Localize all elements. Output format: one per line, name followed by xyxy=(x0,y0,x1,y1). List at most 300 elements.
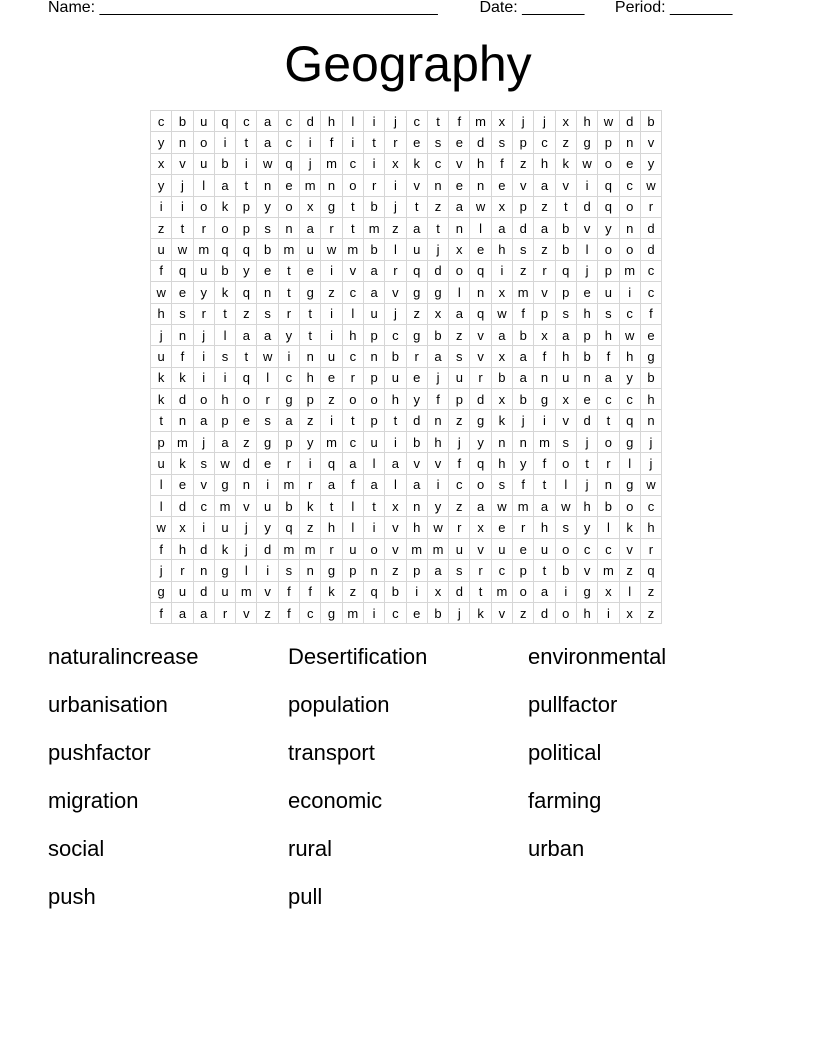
grid-cell: r xyxy=(640,538,661,559)
grid-cell: l xyxy=(598,517,619,538)
grid-cell: i xyxy=(257,560,278,581)
grid-cell: u xyxy=(172,581,193,602)
grid-cell: v xyxy=(555,175,576,196)
grid-cell: d xyxy=(172,496,193,517)
grid-cell: n xyxy=(278,217,299,238)
grid-cell: i xyxy=(321,303,342,324)
grid-cell: b xyxy=(555,239,576,260)
grid-cell: a xyxy=(236,324,257,345)
grid-cell: r xyxy=(513,517,534,538)
grid-cell: d xyxy=(172,389,193,410)
grid-cell: z xyxy=(513,153,534,174)
grid-cell: u xyxy=(193,111,214,132)
grid-cell: h xyxy=(321,517,342,538)
grid-cell: j xyxy=(449,602,470,623)
word-list-item: push xyxy=(48,884,96,909)
grid-cell: p xyxy=(363,367,384,388)
grid-cell: o xyxy=(193,132,214,153)
grid-cell: l xyxy=(257,367,278,388)
grid-cell: j xyxy=(385,303,406,324)
grid-cell: i xyxy=(193,517,214,538)
grid-cell: d xyxy=(406,410,427,431)
grid-cell: a xyxy=(342,453,363,474)
grid-cell: v xyxy=(385,538,406,559)
grid-cell: r xyxy=(172,560,193,581)
grid-cell: a xyxy=(555,324,576,345)
grid-cell: w xyxy=(640,474,661,495)
grid-cell: d xyxy=(576,410,597,431)
grid-cell: a xyxy=(534,217,555,238)
grid-cell: x xyxy=(385,496,406,517)
grid-cell: o xyxy=(555,602,576,623)
grid-cell: w xyxy=(321,239,342,260)
grid-row xyxy=(151,196,662,217)
grid-cell: z xyxy=(619,560,640,581)
grid-cell: b xyxy=(513,324,534,345)
grid-cell: u xyxy=(151,346,172,367)
grid-cell: p xyxy=(363,410,384,431)
grid-row xyxy=(151,239,662,260)
grid-cell: q xyxy=(236,282,257,303)
grid-cell: e xyxy=(300,260,321,281)
grid-cell: e xyxy=(449,175,470,196)
grid-cell: j xyxy=(236,517,257,538)
grid-cell: w xyxy=(427,517,448,538)
grid-cell: r xyxy=(640,196,661,217)
grid-cell: n xyxy=(406,496,427,517)
grid-cell: z xyxy=(406,303,427,324)
grid-row xyxy=(151,474,662,495)
grid-cell: r xyxy=(278,453,299,474)
grid-cell: i xyxy=(214,367,235,388)
grid-cell: w xyxy=(576,153,597,174)
grid-cell: k xyxy=(321,581,342,602)
grid-cell: r xyxy=(321,538,342,559)
grid-cell: s xyxy=(555,303,576,324)
grid-cell: v xyxy=(576,217,597,238)
grid-cell: f xyxy=(513,474,534,495)
grid-cell: t xyxy=(300,303,321,324)
grid-cell: v xyxy=(406,175,427,196)
grid-cell: y xyxy=(236,260,257,281)
grid-cell: c xyxy=(342,431,363,452)
grid-cell: n xyxy=(449,217,470,238)
grid-cell: y xyxy=(427,496,448,517)
grid-cell: u xyxy=(151,239,172,260)
grid-cell: s xyxy=(555,431,576,452)
grid-cell: r xyxy=(193,217,214,238)
grid-row xyxy=(151,581,662,602)
grid-cell: t xyxy=(534,474,555,495)
grid-cell: k xyxy=(555,153,576,174)
grid-cell: u xyxy=(449,538,470,559)
grid-cell: v xyxy=(385,517,406,538)
grid-cell: l xyxy=(193,175,214,196)
grid-cell: v xyxy=(619,538,640,559)
grid-cell: m xyxy=(342,602,363,623)
grid-cell: w xyxy=(257,153,278,174)
grid-row xyxy=(151,602,662,623)
grid-cell: r xyxy=(406,346,427,367)
grid-cell: n xyxy=(534,367,555,388)
grid-cell: u xyxy=(300,239,321,260)
grid-cell: x xyxy=(491,389,512,410)
grid-row xyxy=(151,453,662,474)
grid-cell: n xyxy=(619,132,640,153)
grid-cell: n xyxy=(640,410,661,431)
grid-cell: o xyxy=(470,474,491,495)
grid-cell: f xyxy=(598,346,619,367)
grid-cell: e xyxy=(619,153,640,174)
grid-cell: a xyxy=(300,217,321,238)
grid-cell: o xyxy=(214,217,235,238)
grid-cell: f xyxy=(278,581,299,602)
grid-cell: r xyxy=(385,260,406,281)
grid-cell: o xyxy=(598,239,619,260)
grid-cell: a xyxy=(534,175,555,196)
grid-cell: s xyxy=(513,239,534,260)
grid-cell: p xyxy=(534,303,555,324)
grid-cell: z xyxy=(342,581,363,602)
grid-cell: g xyxy=(576,132,597,153)
grid-cell: i xyxy=(151,196,172,217)
grid-cell: o xyxy=(363,389,384,410)
grid-cell: p xyxy=(555,282,576,303)
grid-cell: g xyxy=(300,282,321,303)
word-list-item: farming xyxy=(528,788,602,813)
grid-cell: h xyxy=(555,346,576,367)
grid-cell: p xyxy=(214,410,235,431)
grid-cell: a xyxy=(321,474,342,495)
grid-cell: w xyxy=(214,453,235,474)
grid-cell: m xyxy=(406,538,427,559)
grid-cell: z xyxy=(300,517,321,538)
grid-cell: d xyxy=(640,217,661,238)
grid-cell: c xyxy=(193,496,214,517)
grid-cell: m xyxy=(300,175,321,196)
grid-cell: u xyxy=(193,153,214,174)
grid-cell: l xyxy=(151,474,172,495)
grid-cell: c xyxy=(278,367,299,388)
name-field-label: Name: ______________________________________ xyxy=(48,0,438,16)
grid-cell: z xyxy=(321,389,342,410)
grid-cell: n xyxy=(236,474,257,495)
grid-cell: u xyxy=(449,367,470,388)
grid-cell: j xyxy=(193,324,214,345)
grid-cell: b xyxy=(427,602,448,623)
grid-cell: n xyxy=(300,346,321,367)
grid-cell: c xyxy=(640,260,661,281)
grid-cell: t xyxy=(342,410,363,431)
grid-cell: x xyxy=(491,282,512,303)
grid-cell: b xyxy=(385,346,406,367)
grid-cell: f xyxy=(427,389,448,410)
grid-cell: o xyxy=(555,453,576,474)
grid-cell: q xyxy=(214,111,235,132)
grid-cell: h xyxy=(491,453,512,474)
grid-cell: n xyxy=(363,346,384,367)
grid-cell: n xyxy=(172,132,193,153)
grid-cell: m xyxy=(513,282,534,303)
grid-cell: g xyxy=(278,389,299,410)
grid-cell: w xyxy=(598,111,619,132)
grid-cell: e xyxy=(491,517,512,538)
grid-cell: q xyxy=(470,260,491,281)
grid-cell: a xyxy=(534,496,555,517)
grid-cell: i xyxy=(193,367,214,388)
grid-cell: e xyxy=(406,367,427,388)
grid-cell: l xyxy=(385,239,406,260)
grid-cell: v xyxy=(427,453,448,474)
grid-cell: d xyxy=(470,132,491,153)
grid-cell: s xyxy=(491,132,512,153)
grid-cell: g xyxy=(406,324,427,345)
grid-cell: z xyxy=(385,560,406,581)
grid-cell: j xyxy=(576,474,597,495)
grid-cell: t xyxy=(236,132,257,153)
grid-cell: a xyxy=(513,367,534,388)
grid-cell: y xyxy=(598,217,619,238)
grid-cell: o xyxy=(449,260,470,281)
grid-cell: a xyxy=(363,474,384,495)
grid-cell: l xyxy=(449,282,470,303)
grid-cell: c xyxy=(342,153,363,174)
word-list-item: rural xyxy=(288,836,333,861)
grid-cell: l xyxy=(470,217,491,238)
grid-cell: t xyxy=(236,346,257,367)
grid-cell: h xyxy=(321,111,342,132)
grid-cell: x xyxy=(385,153,406,174)
grid-cell: m xyxy=(172,431,193,452)
grid-cell: c xyxy=(619,389,640,410)
grid-cell: b xyxy=(172,111,193,132)
grid-cell: c xyxy=(236,111,257,132)
grid-cell: q xyxy=(363,581,384,602)
grid-cell: y xyxy=(151,175,172,196)
word-list-item: naturalincrease xyxy=(48,644,199,669)
grid-cell: p xyxy=(513,196,534,217)
grid-cell: f xyxy=(534,346,555,367)
grid-cell: k xyxy=(406,153,427,174)
grid-cell: p xyxy=(513,132,534,153)
grid-cell: z xyxy=(449,324,470,345)
grid-cell: u xyxy=(151,453,172,474)
grid-cell: f xyxy=(449,453,470,474)
grid-cell: l xyxy=(342,517,363,538)
grid-cell: e xyxy=(576,389,597,410)
grid-cell: z xyxy=(555,132,576,153)
grid-cell: x xyxy=(427,581,448,602)
grid-cell: q xyxy=(406,260,427,281)
grid-cell: g xyxy=(534,389,555,410)
grid-cell: a xyxy=(598,367,619,388)
grid-cell: m xyxy=(598,560,619,581)
grid-cell: a xyxy=(172,602,193,623)
grid-cell: y xyxy=(576,517,597,538)
grid-cell: o xyxy=(598,153,619,174)
grid-row xyxy=(151,410,662,431)
grid-cell: h xyxy=(640,389,661,410)
grid-cell: r xyxy=(214,602,235,623)
grid-cell: a xyxy=(470,496,491,517)
grid-cell: b xyxy=(513,389,534,410)
grid-cell: g xyxy=(321,602,342,623)
grid-cell: l xyxy=(342,496,363,517)
grid-cell: f xyxy=(640,303,661,324)
grid-cell: c xyxy=(385,602,406,623)
grid-cell: a xyxy=(363,260,384,281)
grid-cell: y xyxy=(300,431,321,452)
grid-cell: g xyxy=(214,474,235,495)
grid-cell: h xyxy=(342,324,363,345)
grid-cell: o xyxy=(619,239,640,260)
grid-cell: b xyxy=(640,367,661,388)
grid-cell: x xyxy=(491,346,512,367)
grid-cell: g xyxy=(257,431,278,452)
grid-cell: l xyxy=(619,581,640,602)
grid-cell: j xyxy=(576,260,597,281)
grid-cell: p xyxy=(406,560,427,581)
grid-cell: t xyxy=(406,196,427,217)
grid-cell: j xyxy=(385,196,406,217)
grid-cell: i xyxy=(427,474,448,495)
grid-cell: l xyxy=(151,496,172,517)
grid-cell: x xyxy=(555,111,576,132)
grid-cell: a xyxy=(449,196,470,217)
grid-cell: y xyxy=(640,153,661,174)
grid-cell: x xyxy=(619,602,640,623)
grid-cell: f xyxy=(151,602,172,623)
grid-cell: b xyxy=(214,153,235,174)
grid-cell: t xyxy=(363,132,384,153)
grid-cell: k xyxy=(214,196,235,217)
grid-cell: m xyxy=(534,431,555,452)
grid-cell: t xyxy=(300,324,321,345)
grid-row xyxy=(151,538,662,559)
grid-cell: v xyxy=(534,282,555,303)
grid-cell: v xyxy=(449,153,470,174)
grid-cell: z xyxy=(640,602,661,623)
grid-cell: b xyxy=(576,346,597,367)
grid-cell: n xyxy=(470,282,491,303)
grid-cell: i xyxy=(363,602,384,623)
grid-cell: j xyxy=(427,367,448,388)
grid-cell: o xyxy=(619,496,640,517)
grid-cell: q xyxy=(640,560,661,581)
grid-cell: a xyxy=(491,324,512,345)
grid-cell: t xyxy=(555,196,576,217)
grid-cell: b xyxy=(363,239,384,260)
grid-cell: o xyxy=(555,538,576,559)
grid-cell: v xyxy=(576,560,597,581)
grid-cell: x xyxy=(172,517,193,538)
word-list-item: pullfactor xyxy=(528,692,618,717)
grid-cell: x xyxy=(151,153,172,174)
grid-cell: g xyxy=(321,196,342,217)
grid-cell: c xyxy=(427,153,448,174)
grid-cell: v xyxy=(385,282,406,303)
grid-cell: i xyxy=(363,111,384,132)
grid-row xyxy=(151,132,662,153)
grid-cell: t xyxy=(534,560,555,581)
grid-cell: o xyxy=(619,196,640,217)
grid-cell: c xyxy=(640,496,661,517)
grid-cell: q xyxy=(172,260,193,281)
grid-cell: v xyxy=(470,324,491,345)
header-fields xyxy=(48,0,748,19)
grid-cell: h xyxy=(576,111,597,132)
word-list-item: social xyxy=(48,836,105,861)
grid-cell: e xyxy=(236,410,257,431)
grid-cell: e xyxy=(172,474,193,495)
grid-row xyxy=(151,217,662,238)
grid-cell: c xyxy=(278,111,299,132)
grid-cell: i xyxy=(385,431,406,452)
grid-cell: t xyxy=(427,111,448,132)
grid-cell: f xyxy=(300,581,321,602)
grid-cell: n xyxy=(363,560,384,581)
grid-cell: q xyxy=(470,453,491,474)
grid-cell: t xyxy=(342,217,363,238)
grid-cell: s xyxy=(598,303,619,324)
grid-cell: o xyxy=(193,389,214,410)
word-list-item: economic xyxy=(288,788,383,813)
grid-cell: n xyxy=(470,175,491,196)
grid-cell: a xyxy=(534,581,555,602)
grid-cell: c xyxy=(342,346,363,367)
grid-cell: j xyxy=(576,431,597,452)
grid-cell: s xyxy=(427,132,448,153)
grid-cell: j xyxy=(172,175,193,196)
grid-cell: r xyxy=(598,453,619,474)
grid-cell: c xyxy=(598,389,619,410)
grid-cell: a xyxy=(257,324,278,345)
grid-cell: d xyxy=(576,196,597,217)
grid-row xyxy=(151,431,662,452)
grid-cell: p xyxy=(236,196,257,217)
grid-cell: q xyxy=(236,367,257,388)
grid-cell: s xyxy=(491,474,512,495)
grid-cell: q xyxy=(278,517,299,538)
grid-cell: a xyxy=(427,560,448,581)
grid-cell: d xyxy=(257,538,278,559)
grid-cell: z xyxy=(151,217,172,238)
grid-cell: k xyxy=(151,367,172,388)
grid-cell: u xyxy=(363,431,384,452)
grid-cell: g xyxy=(214,560,235,581)
grid-cell: m xyxy=(513,496,534,517)
grid-cell: e xyxy=(278,175,299,196)
grid-cell: i xyxy=(300,453,321,474)
grid-cell: z xyxy=(300,410,321,431)
grid-cell: l xyxy=(236,560,257,581)
grid-cell: z xyxy=(640,581,661,602)
grid-row xyxy=(151,303,662,324)
grid-cell: m xyxy=(321,153,342,174)
grid-cell: q xyxy=(598,175,619,196)
grid-cell: r xyxy=(534,260,555,281)
grid-row xyxy=(151,389,662,410)
grid-cell: d xyxy=(470,389,491,410)
grid-cell: h xyxy=(619,346,640,367)
grid-cell: x xyxy=(555,389,576,410)
grid-cell: e xyxy=(513,538,534,559)
grid-cell: o xyxy=(278,196,299,217)
grid-cell: n xyxy=(619,217,640,238)
grid-cell: m xyxy=(321,431,342,452)
grid-cell: i xyxy=(236,153,257,174)
grid-cell: n xyxy=(427,410,448,431)
